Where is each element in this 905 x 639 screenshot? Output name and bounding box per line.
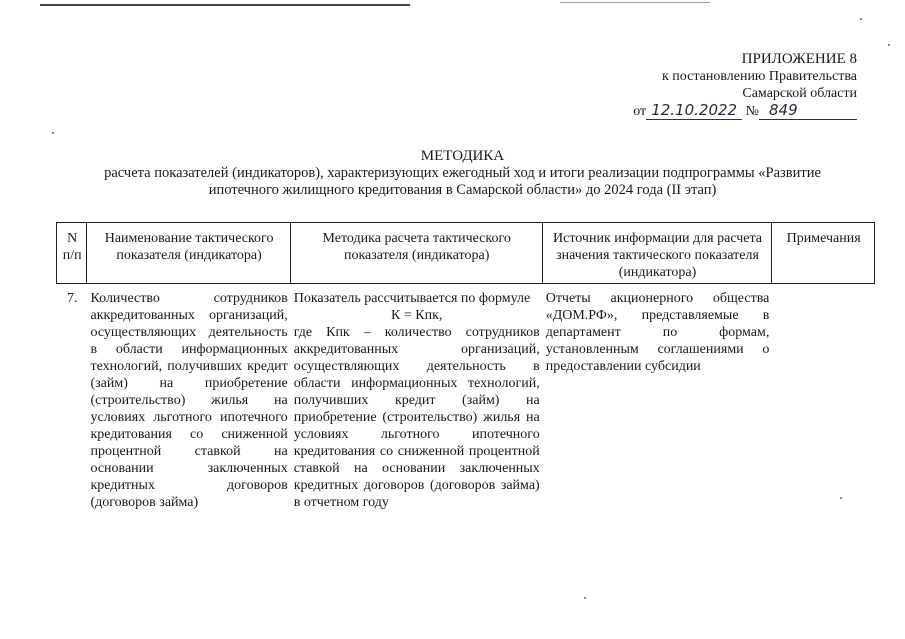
scan-speck: [860, 18, 862, 20]
header-number: N п/п: [57, 223, 87, 284]
table-header-row: [57, 223, 875, 284]
annex-block: [633, 51, 857, 120]
document-subtitle-line: расчета показателей (индикаторов), характеризующих ежегодный ход и итоги реализации подпрограммы «Развитие: [104, 165, 821, 181]
handwritten-number: 849: [759, 102, 857, 120]
document-title: МЕТОДИКА: [420, 148, 505, 164]
scan-speck: [52, 132, 54, 134]
method-description: где Кпк – количество сотрудников аккредитованных организаций, осуществляющих деятельность в области информационных технологий, получивших кредит (займ) на приобретение (строительство) жилья на условиях льготного ипотечного кредитования со сниженной процентной ставкой на основании заключенных кредитных договоров (договоров займа) в отчетном году: [293, 325, 540, 510]
calculation-method-cell: [290, 284, 542, 561]
header-indicator-name: Наименование тактического показателя (индикатора): [87, 223, 290, 284]
table-row: [57, 284, 875, 561]
annex-line: к постановлению Правительства: [661, 69, 857, 84]
indicator-name-cell: Количество сотрудников аккредитованных организаций, осуществляющих деятельность в области информационных технологий, получивших кредит (займ) на приобретение (строительство) жилья на условиях льготного ипотечного кредитования со сниженной процентной ставкой на основании заключенных кредитных договоров (договоров займа): [87, 284, 290, 561]
annex-line: Самарской области: [742, 86, 857, 101]
scan-speck: [584, 597, 586, 599]
method-intro: Показатель рассчитывается по формуле: [293, 291, 531, 306]
scan-speck: [888, 44, 890, 46]
scan-artifact: [40, 4, 410, 6]
header-data-source: Источник информации для расчета значения тактического показателя (индикатора): [542, 223, 772, 284]
handwritten-date: 12.10.2022: [646, 102, 742, 120]
document-heading: [60, 148, 865, 199]
notes-cell: [772, 284, 875, 561]
document-subtitle-line: ипотечного жилищного кредитования в Самарской области» до 2024 года (II этап): [208, 182, 717, 198]
annex-title: ПРИЛОЖЕНИЕ 8: [741, 51, 857, 67]
data-source-cell: Отчеты акционерного общества «ДОМ.РФ», представляемые в департамент по формам, установленным соглашениями о предоставлении субсидии: [542, 284, 772, 561]
scan-artifact: [560, 2, 710, 3]
methodology-table: [56, 222, 875, 560]
number-prefix: №: [745, 104, 759, 119]
date-prefix: от: [633, 104, 647, 119]
header-notes: Примечания: [772, 223, 875, 284]
scan-speck: [840, 497, 842, 499]
annex-date-number: [633, 102, 857, 120]
formula: К = Кпк,: [391, 308, 443, 323]
header-calculation-method: Методика расчета тактического показателя (индикатора): [290, 223, 542, 284]
row-number: 7.: [57, 284, 87, 561]
